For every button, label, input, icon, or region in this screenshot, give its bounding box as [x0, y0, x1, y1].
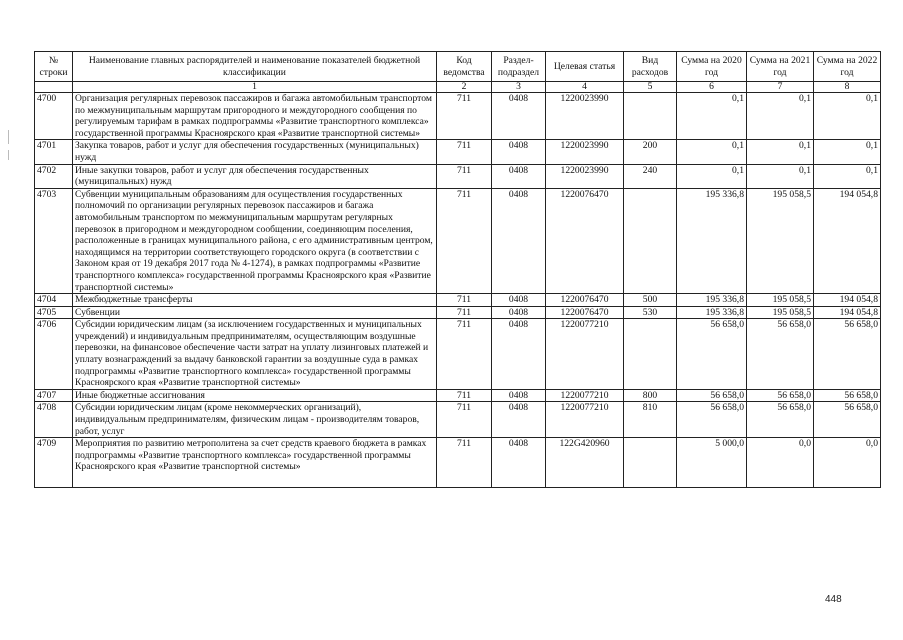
row-target: 122G420960: [546, 438, 624, 488]
row-number: 4700: [35, 93, 73, 140]
row-sum-2020: 5 000,0: [677, 438, 747, 488]
row-sum-2021: 0,1: [747, 93, 814, 140]
row-expense-type: [624, 188, 677, 293]
table-row: [35, 164, 881, 188]
header-dept-code: Код ведомства: [437, 52, 492, 82]
row-dept-code: 711: [437, 402, 492, 438]
row-sum-2020: 56 658,0: [677, 402, 747, 438]
row-expense-type: [624, 319, 677, 390]
row-name: Мероприятия по развитию метрополитена за счет средств краевого бюджета в рамках подпрограммы «Развитие транспортного комплекса» государственной программы Красноярского края «Развитие транспортной системы»: [73, 438, 437, 488]
table-row: [35, 438, 881, 488]
row-number: 4707: [35, 389, 73, 402]
row-name: Закупка товаров, работ и услуг для обеспечения государственных (муниципальных) нужд: [73, 140, 437, 164]
row-dept-code: 711: [437, 306, 492, 319]
row-number: 4702: [35, 164, 73, 188]
row-name: Субвенции: [73, 306, 437, 319]
row-name: Иные бюджетные ассигнования: [73, 389, 437, 402]
row-name: Межбюджетные трансферты: [73, 294, 437, 307]
header-row-no: № строки: [35, 52, 73, 82]
row-expense-type: [624, 93, 677, 140]
column-index: 6: [677, 82, 747, 93]
page-number: 448: [825, 594, 842, 605]
row-name: Субвенции муниципальным образованиям для осуществления государственных полномочий по организации регулярных перевозок пассажиров и багажа автомобильным транспортом по межмуниципальным маршрутам регулярных перевозок в пригородном и междугородном сообщении, соединяющим поселения, расположенные в границах муниципального района, с его административным центром, находящимся на территории соответствующего городского округа (в соответствии с Законом края от 19 декабря 2017 года № 4-1274), в рамках подпрограммы «Развитие транспортного комплекса» государственной программы Красноярского края «Развитие транспортной системы»: [73, 188, 437, 293]
row-dept-code: 711: [437, 294, 492, 307]
row-number: 4706: [35, 319, 73, 390]
row-sum-2021: 195 058,5: [747, 306, 814, 319]
binder-mark: [8, 130, 9, 144]
row-section: 0408: [492, 294, 546, 307]
row-number: 4701: [35, 140, 73, 164]
column-index: [35, 82, 73, 93]
row-sum-2021: 56 658,0: [747, 402, 814, 438]
row-sum-2020: 56 658,0: [677, 319, 747, 390]
row-sum-2022: 56 658,0: [814, 319, 881, 390]
row-sum-2022: 0,0: [814, 438, 881, 488]
row-section: 0408: [492, 402, 546, 438]
row-target: 1220023990: [546, 140, 624, 164]
row-dept-code: 711: [437, 164, 492, 188]
table-row: [35, 93, 881, 140]
row-sum-2020: 0,1: [677, 164, 747, 188]
row-sum-2022: 194 054,8: [814, 294, 881, 307]
row-sum-2022: 56 658,0: [814, 402, 881, 438]
table-header-row: [35, 52, 881, 82]
budget-table: [34, 51, 881, 488]
row-section: 0408: [492, 164, 546, 188]
row-sum-2020: 0,1: [677, 140, 747, 164]
table-row: [35, 188, 881, 293]
column-index: 2: [437, 82, 492, 93]
binder-mark: [8, 150, 9, 160]
column-index: 1: [73, 82, 437, 93]
row-sum-2020: 56 658,0: [677, 389, 747, 402]
row-target: 1220023990: [546, 164, 624, 188]
row-sum-2020: 195 336,8: [677, 306, 747, 319]
row-target: 1220076470: [546, 306, 624, 319]
row-name: Иные закупки товаров, работ и услуг для обеспечения государственных (муниципальных) нужд: [73, 164, 437, 188]
column-index: 8: [814, 82, 881, 93]
row-sum-2020: 195 336,8: [677, 188, 747, 293]
row-sum-2022: 194 054,8: [814, 188, 881, 293]
row-name: Субсидии юридическим лицам (за исключением государственных и муниципальных учреждений) и индивидуальным предпринимателям, осуществляющим воздушные перевозки, на финансовое обеспечение части затрат на уплату лизинговых платежей и уплату вознаграждений за выдачу банковской гарантии за воздушные суда в рамках подпрограммы «Развитие транспортного комплекса» государственной программы Красноярского края «Развитие транспортной системы»: [73, 319, 437, 390]
row-sum-2021: 0,0: [747, 438, 814, 488]
table-row: [35, 319, 881, 390]
row-sum-2021: 0,1: [747, 164, 814, 188]
row-expense-type: [624, 438, 677, 488]
row-target: 1220076470: [546, 188, 624, 293]
row-target: 1220077210: [546, 389, 624, 402]
row-sum-2021: 56 658,0: [747, 319, 814, 390]
row-expense-type: 240: [624, 164, 677, 188]
header-expense-type: Вид расходов: [624, 52, 677, 82]
column-index: 3: [492, 82, 546, 93]
row-sum-2021: 195 058,5: [747, 294, 814, 307]
row-sum-2022: 0,1: [814, 93, 881, 140]
column-index: 7: [747, 82, 814, 93]
table-row: [35, 306, 881, 319]
header-sum-2020: Сумма на 2020 год: [677, 52, 747, 82]
row-number: 4704: [35, 294, 73, 307]
row-dept-code: 711: [437, 389, 492, 402]
row-sum-2020: 195 336,8: [677, 294, 747, 307]
row-expense-type: 810: [624, 402, 677, 438]
row-sum-2022: 0,1: [814, 140, 881, 164]
column-index: 4: [546, 82, 624, 93]
row-section: 0408: [492, 306, 546, 319]
row-name: Организация регулярных перевозок пассажиров и багажа автомобильным транспортом по межмуниципальным маршрутам пригородного и междугородного сообщения по регулируемым тарифам в рамках подпрограммы «Развитие транспортного комплекса» государственной программы Красноярского края «Развитие транспортной системы»: [73, 93, 437, 140]
header-name: Наименование главных распорядителей и наименование показателей бюджетной классификации: [73, 52, 437, 82]
row-expense-type: 800: [624, 389, 677, 402]
row-section: 0408: [492, 188, 546, 293]
row-section: 0408: [492, 389, 546, 402]
header-section: Раздел-подраздел: [492, 52, 546, 82]
row-target: 1220023990: [546, 93, 624, 140]
row-section: 0408: [492, 319, 546, 390]
column-index: 5: [624, 82, 677, 93]
header-sum-2021: Сумма на 2021 год: [747, 52, 814, 82]
table-row: [35, 140, 881, 164]
row-sum-2020: 0,1: [677, 93, 747, 140]
row-number: 4708: [35, 402, 73, 438]
row-dept-code: 711: [437, 319, 492, 390]
table-row: [35, 402, 881, 438]
column-index-row: [35, 82, 881, 93]
row-expense-type: 500: [624, 294, 677, 307]
row-sum-2022: 56 658,0: [814, 389, 881, 402]
table-row: [35, 389, 881, 402]
row-sum-2022: 0,1: [814, 164, 881, 188]
row-sum-2021: 195 058,5: [747, 188, 814, 293]
row-number: 4709: [35, 438, 73, 488]
header-target: Целевая статья: [546, 52, 624, 82]
row-sum-2022: 194 054,8: [814, 306, 881, 319]
row-dept-code: 711: [437, 188, 492, 293]
row-dept-code: 711: [437, 140, 492, 164]
header-sum-2022: Сумма на 2022 год: [814, 52, 881, 82]
row-sum-2021: 56 658,0: [747, 389, 814, 402]
row-target: 1220077210: [546, 402, 624, 438]
row-dept-code: 711: [437, 93, 492, 140]
table-row: [35, 294, 881, 307]
row-dept-code: 711: [437, 438, 492, 488]
row-expense-type: 530: [624, 306, 677, 319]
row-section: 0408: [492, 93, 546, 140]
row-expense-type: 200: [624, 140, 677, 164]
row-target: 1220076470: [546, 294, 624, 307]
row-name: Субсидии юридическим лицам (кроме некоммерческих организаций), индивидуальным предпринимателям, физическим лицам - производителям товаров, работ, услуг: [73, 402, 437, 438]
row-number: 4703: [35, 188, 73, 293]
row-sum-2021: 0,1: [747, 140, 814, 164]
row-section: 0408: [492, 140, 546, 164]
row-number: 4705: [35, 306, 73, 319]
row-target: 1220077210: [546, 319, 624, 390]
row-section: 0408: [492, 438, 546, 488]
